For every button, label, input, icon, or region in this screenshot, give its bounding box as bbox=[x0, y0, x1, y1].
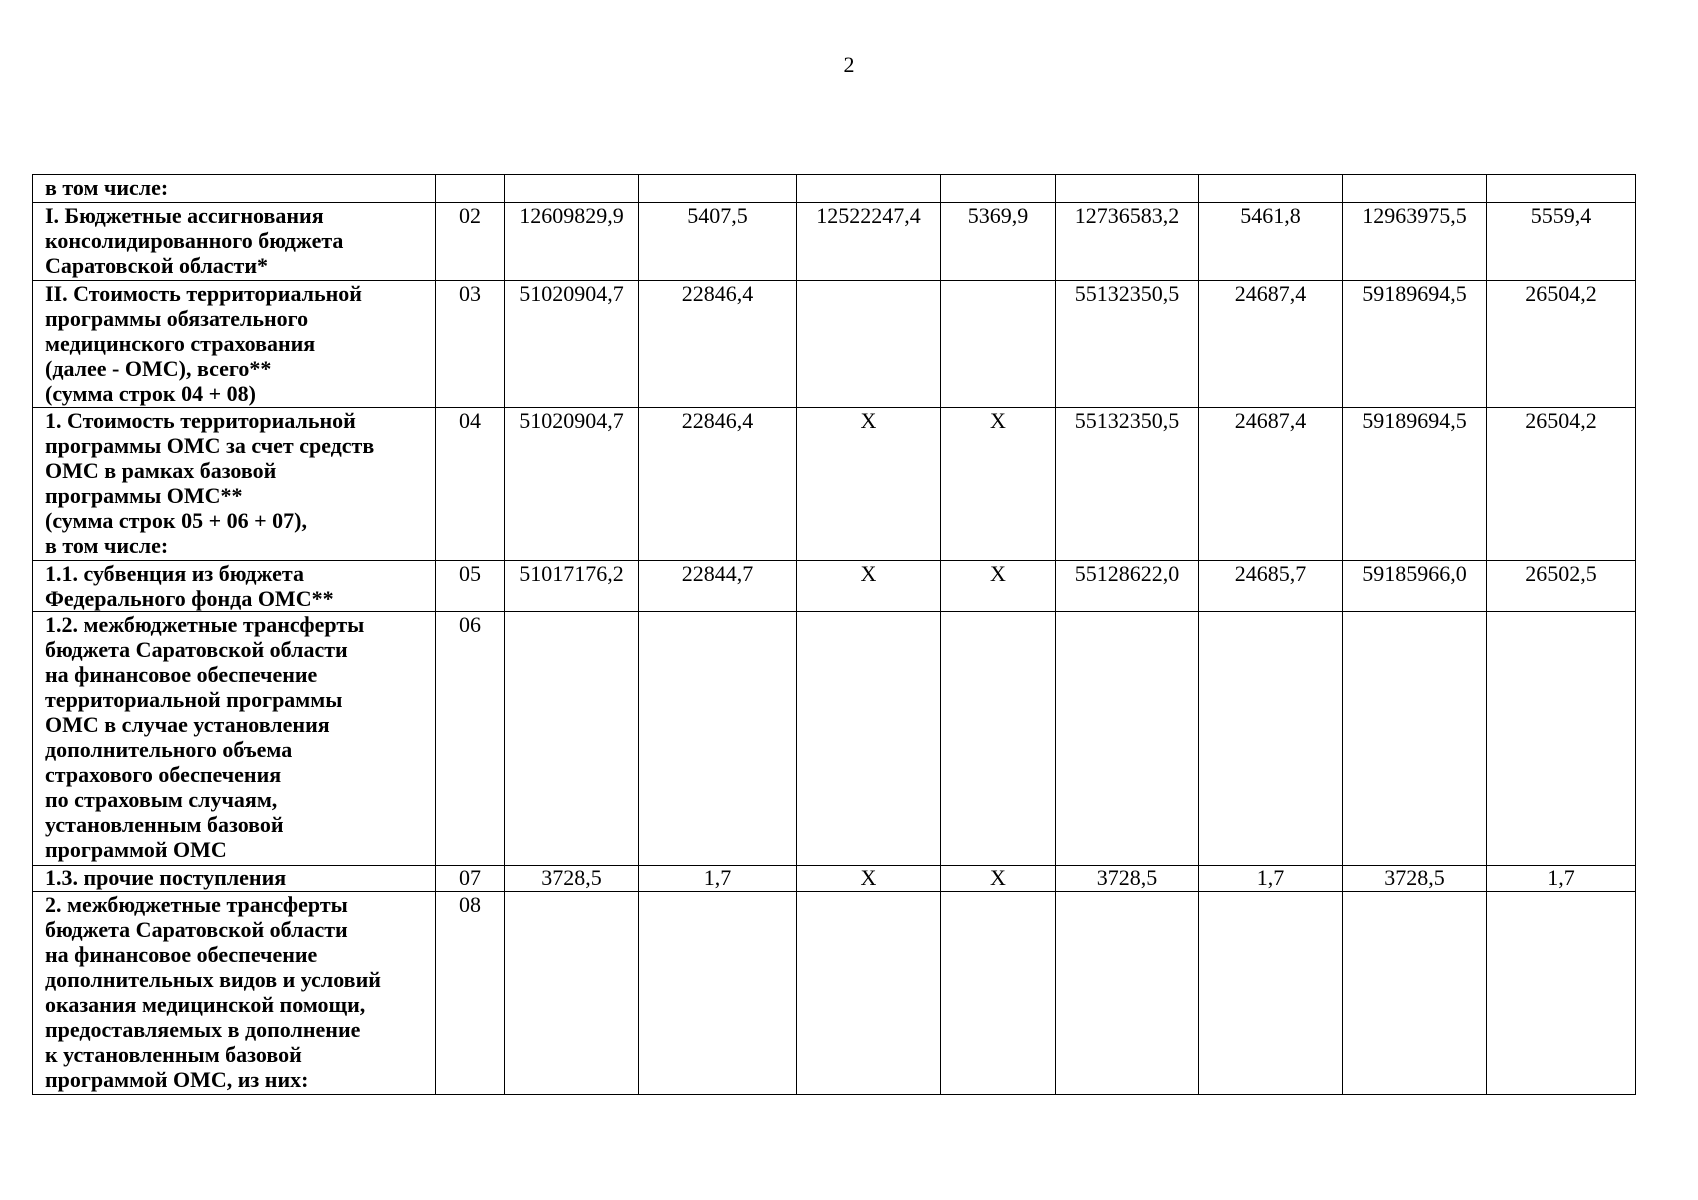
value-cell bbox=[1056, 892, 1199, 1095]
value-cell bbox=[505, 612, 639, 866]
value-cell: 5407,5 bbox=[639, 203, 797, 281]
row-label: I. Бюджетные ассигнования консолидированного бюджета Саратовской области* bbox=[33, 203, 436, 281]
row-code bbox=[436, 175, 505, 203]
table-row bbox=[33, 892, 1636, 1095]
value-cell bbox=[797, 175, 941, 203]
row-code: 08 bbox=[436, 892, 505, 1095]
value-cell: 24687,4 bbox=[1199, 408, 1343, 561]
value-cell: 24687,4 bbox=[1199, 281, 1343, 408]
table-row bbox=[33, 408, 1636, 561]
value-cell: 1,7 bbox=[1199, 866, 1343, 892]
value-cell bbox=[639, 175, 797, 203]
value-cell: 55132350,5 bbox=[1056, 408, 1199, 561]
value-cell bbox=[1343, 612, 1487, 866]
value-cell bbox=[1343, 892, 1487, 1095]
value-cell bbox=[941, 892, 1056, 1095]
value-cell: 51020904,7 bbox=[505, 408, 639, 561]
row-label: 1.2. межбюджетные трансферты бюджета Саратовской области на финансовое обеспечение территориальной программы ОМС в случае установления дополнительного объема страхового обеспечения по страховым случаям, установленным базовой программой ОМС bbox=[33, 612, 436, 866]
value-cell: 59185966,0 bbox=[1343, 561, 1487, 612]
value-cell bbox=[1199, 892, 1343, 1095]
value-cell: X bbox=[797, 561, 941, 612]
value-cell: 55128622,0 bbox=[1056, 561, 1199, 612]
value-cell: 1,7 bbox=[1487, 866, 1636, 892]
value-cell bbox=[1199, 612, 1343, 866]
table-row bbox=[33, 866, 1636, 892]
value-cell bbox=[797, 612, 941, 866]
value-cell bbox=[941, 281, 1056, 408]
value-cell bbox=[1199, 175, 1343, 203]
value-cell bbox=[1487, 175, 1636, 203]
table-row bbox=[33, 281, 1636, 408]
value-cell: 59189694,5 bbox=[1343, 281, 1487, 408]
row-code: 06 bbox=[436, 612, 505, 866]
value-cell bbox=[505, 175, 639, 203]
value-cell bbox=[639, 612, 797, 866]
value-cell: 3728,5 bbox=[505, 866, 639, 892]
value-cell bbox=[941, 175, 1056, 203]
value-cell: 5559,4 bbox=[1487, 203, 1636, 281]
budget-table bbox=[32, 174, 1636, 1095]
value-cell: X bbox=[797, 866, 941, 892]
row-label: в том числе: bbox=[33, 175, 436, 203]
value-cell: 51020904,7 bbox=[505, 281, 639, 408]
table-row bbox=[33, 612, 1636, 866]
value-cell bbox=[1056, 612, 1199, 866]
value-cell bbox=[505, 892, 639, 1095]
value-cell bbox=[1343, 175, 1487, 203]
value-cell: 59189694,5 bbox=[1343, 408, 1487, 561]
value-cell: 5369,9 bbox=[941, 203, 1056, 281]
value-cell: 22846,4 bbox=[639, 281, 797, 408]
row-label: II. Стоимость территориальной программы обязательного медицинского страхования (далее - ОМС), всего** (сумма строк 04 + 08) bbox=[33, 281, 436, 408]
value-cell: 55132350,5 bbox=[1056, 281, 1199, 408]
table-body bbox=[33, 175, 1636, 1095]
row-label: 1.3. прочие поступления bbox=[33, 866, 436, 892]
value-cell: 12609829,9 bbox=[505, 203, 639, 281]
row-code: 02 bbox=[436, 203, 505, 281]
value-cell: 26504,2 bbox=[1487, 408, 1636, 561]
row-label: 1.1. субвенция из бюджета Федерального фонда ОМС** bbox=[33, 561, 436, 612]
value-cell bbox=[1487, 612, 1636, 866]
table-row bbox=[33, 175, 1636, 203]
value-cell: 22846,4 bbox=[639, 408, 797, 561]
row-code: 07 bbox=[436, 866, 505, 892]
value-cell: 3728,5 bbox=[1056, 866, 1199, 892]
value-cell: 51017176,2 bbox=[505, 561, 639, 612]
value-cell: 3728,5 bbox=[1343, 866, 1487, 892]
value-cell: X bbox=[941, 866, 1056, 892]
table-row bbox=[33, 561, 1636, 612]
value-cell: X bbox=[941, 408, 1056, 561]
value-cell: 5461,8 bbox=[1199, 203, 1343, 281]
value-cell: 24685,7 bbox=[1199, 561, 1343, 612]
value-cell: 26504,2 bbox=[1487, 281, 1636, 408]
value-cell: 26502,5 bbox=[1487, 561, 1636, 612]
row-label: 2. межбюджетные трансферты бюджета Саратовской области на финансовое обеспечение дополнительных видов и условий оказания медицинской помощи, предоставляемых в дополнение к установленным базовой программой ОМС, из них: bbox=[33, 892, 436, 1095]
value-cell: 12736583,2 bbox=[1056, 203, 1199, 281]
page-number: 2 bbox=[843, 52, 855, 77]
row-code: 04 bbox=[436, 408, 505, 561]
value-cell: 1,7 bbox=[639, 866, 797, 892]
row-code: 03 bbox=[436, 281, 505, 408]
value-cell: 22844,7 bbox=[639, 561, 797, 612]
table-row bbox=[33, 203, 1636, 281]
value-cell bbox=[1487, 892, 1636, 1095]
value-cell bbox=[1056, 175, 1199, 203]
value-cell: 12522247,4 bbox=[797, 203, 941, 281]
value-cell: X bbox=[797, 408, 941, 561]
row-code: 05 bbox=[436, 561, 505, 612]
value-cell bbox=[797, 281, 941, 408]
value-cell: X bbox=[941, 561, 1056, 612]
value-cell: 12963975,5 bbox=[1343, 203, 1487, 281]
value-cell bbox=[639, 892, 797, 1095]
value-cell bbox=[797, 892, 941, 1095]
value-cell bbox=[941, 612, 1056, 866]
row-label: 1. Стоимость территориальной программы ОМС за счет средств ОМС в рамках базовой программы ОМС** (сумма строк 05 + 06 + 07), в том числе: bbox=[33, 408, 436, 561]
